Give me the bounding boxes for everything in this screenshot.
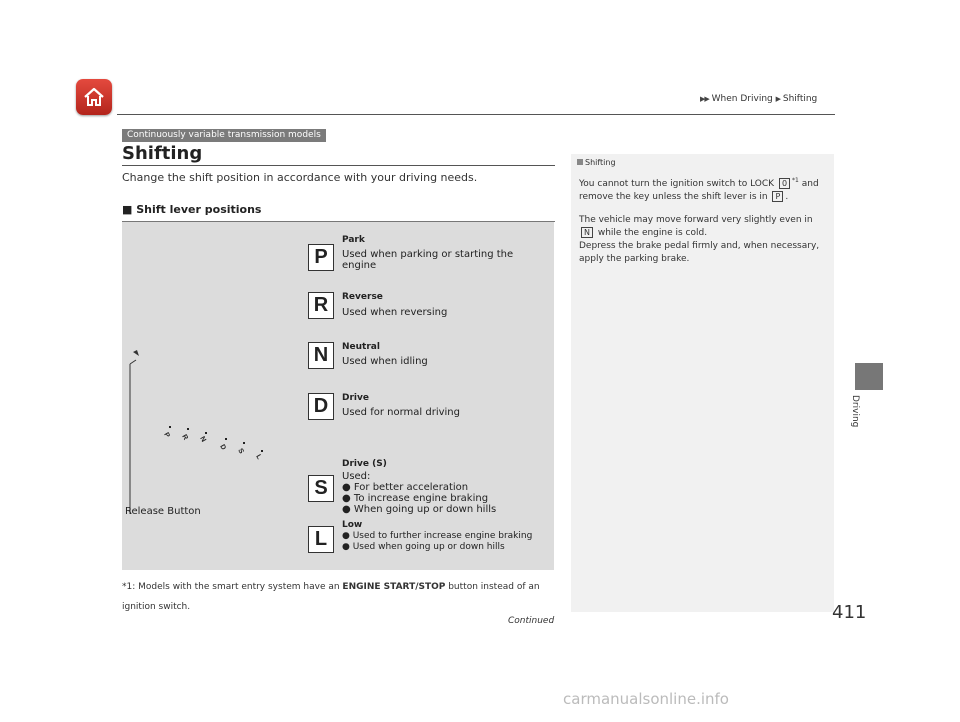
sidebar-title: Shifting (577, 158, 616, 167)
list-item: ● To increase engine braking (342, 493, 489, 504)
footnote: *1: Models with the smart entry system have an ENGINE START/STOP button instead of an ignition switch. (122, 582, 540, 612)
shift-lever-diagram (122, 222, 554, 570)
gear-l-icon: L (308, 526, 334, 553)
gear-name: Low (342, 520, 363, 530)
gear-description: Used when parking or starting the engine (342, 249, 514, 271)
header-divider (117, 114, 835, 115)
svg-text:N: N (198, 435, 207, 444)
svg-text:R: R (180, 433, 189, 442)
breadcrumb-item[interactable]: When Driving (711, 94, 773, 104)
sidebar-paragraph: Depress the brake pedal firmly and, when necessary, apply the parking brake. (579, 241, 820, 264)
gear-description: Used when reversing (342, 307, 448, 318)
gear-description: Used for normal driving (342, 407, 460, 418)
intro-text: Change the shift position in accordance with your driving needs. (122, 171, 478, 184)
release-button-label: Release Button (125, 506, 201, 517)
gear-name: Neutral (342, 342, 380, 352)
breadcrumb-arrow-icon: ▶ (775, 95, 781, 103)
gear-name: Drive (S) (342, 459, 387, 469)
page-number: 411 (832, 602, 867, 623)
sidebar-paragraph: You cannot turn the ignition switch to LOCK 0 $^{*1}$ and remove the key unless the shift lever is in P . (579, 177, 819, 202)
shift-lever-illustration (122, 222, 554, 570)
home-icon (82, 85, 106, 109)
title-divider (122, 165, 555, 166)
gear-d-icon: D (308, 393, 334, 420)
gear-n-icon: N (308, 342, 334, 369)
gear-name: Reverse (342, 292, 383, 302)
breadcrumb (700, 94, 817, 104)
gear-name: Drive (342, 393, 369, 403)
gear-r-icon: R (308, 292, 334, 319)
note-marker-icon (577, 159, 583, 165)
chapter-tab[interactable] (855, 363, 883, 390)
watermark: carmanualsonline.info (563, 690, 729, 708)
svg-text:D: D (218, 443, 227, 452)
list-item: ● For better acceleration (342, 482, 469, 493)
subheading-label: Shift lever positions (136, 203, 262, 216)
gear-s-icon: S (308, 475, 334, 502)
svg-text:S: S (236, 447, 245, 456)
sidebar-note (571, 154, 834, 612)
subheading (122, 203, 261, 216)
svg-text:P: P (162, 431, 171, 440)
list-item: ● Used to further increase engine braking (342, 531, 533, 541)
gear-p-icon: P (308, 244, 334, 271)
page-title: Shifting (122, 143, 203, 164)
gear-name: Park (342, 235, 365, 245)
list-item: ● When going up or down hills (342, 504, 497, 515)
section-badge: Continuously variable transmission models (122, 129, 326, 142)
chapter-tab-label: Driving (850, 395, 860, 428)
continued-label: Continued (508, 616, 555, 626)
breadcrumb-arrow-icon: ▶▶ (700, 95, 709, 103)
square-bullet-icon: ■ (122, 203, 133, 216)
sidebar-paragraph: The vehicle may move forward very slightly even in N while the engine is cold. (579, 215, 813, 238)
list-item: ● Used when going up or down hills (342, 542, 505, 552)
breadcrumb-item[interactable]: Shifting (782, 94, 818, 104)
home-button[interactable] (76, 79, 112, 115)
gear-description: Used: (342, 471, 371, 482)
svg-text:L: L (254, 453, 263, 461)
gear-description: Used when idling (342, 356, 428, 367)
